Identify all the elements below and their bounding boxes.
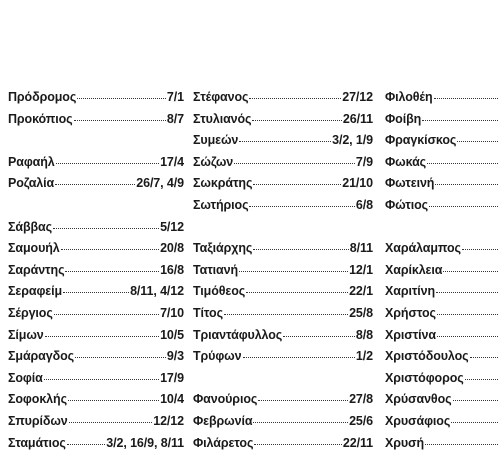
entry-date: 8/11 [349,241,373,256]
dot-leader [67,434,105,445]
dot-leader [65,261,159,272]
index-entry [385,198,498,218]
entry-name: Σοφοκλής [8,392,67,407]
entry-date: 21/10 [342,176,373,191]
entry-name: Χρήστος [385,306,436,320]
dot-leader [56,153,159,164]
dot-leader [224,304,348,315]
dot-leader [234,153,355,164]
entry-date: 20/8 [160,241,184,256]
index-entry [193,241,373,261]
entry-name: Σωκράτης [193,176,253,191]
dot-leader [436,282,498,293]
entry-name: Σαράντης [8,262,65,277]
dot-leader [249,88,341,99]
dot-leader [77,88,166,99]
entry-name: Τίτος [193,306,223,320]
dot-leader [54,304,159,315]
index-entry [193,306,373,326]
index-entry [193,263,373,283]
dot-leader [53,218,159,229]
index-entry [385,133,498,153]
index-entry [385,155,498,175]
index-entry [8,284,184,304]
index-entry [193,133,373,153]
dot-leader [437,304,498,315]
entry-name: Σάββας [8,219,53,234]
index-entry [385,284,498,304]
index-entry [385,328,498,348]
index-entry [385,263,498,283]
index-entry [8,241,184,261]
index-entry [8,220,184,240]
entry-date: 8/8 [355,327,373,342]
entry-name: Χρύσανθος [385,392,452,407]
entry-name: Τριαντάφυλλος [193,327,283,342]
entry-name: Σμάραγδος [8,349,75,364]
entry-name: Πρόδρομος [8,90,77,104]
dot-leader [69,412,153,423]
entry-date: 9/3 [166,349,184,364]
dot-leader [44,369,159,380]
dot-leader [451,412,498,423]
entry-date: 7/1 [166,90,184,104]
index-entry [385,349,498,369]
index-entry [385,436,498,456]
index-entry [193,349,373,369]
entry-name: Ταξιάρχης [193,241,253,256]
dot-leader [253,412,348,423]
dot-leader [243,347,355,358]
dot-leader [425,434,498,445]
dot-leader [434,88,498,99]
index-entry [385,414,498,434]
entry-date: 3/2, 16/9, 8/11 [106,435,184,450]
dot-leader [429,196,498,207]
entry-date: 6/8 [355,198,373,212]
entry-name: Χαριτίνη [385,284,436,299]
entry-name: Σαμουήλ [8,241,60,256]
index-entry [385,306,498,326]
dot-leader [252,110,341,121]
entry-name: Φανούριος [193,392,258,407]
index-entry [8,155,184,175]
entry-name: Φοίβη [385,111,422,126]
entry-name: Φεβρωνία [193,414,253,428]
dot-leader [254,434,342,445]
dot-leader [239,131,331,142]
entry-date: 22/11 [342,435,373,450]
dot-leader [249,196,354,207]
entry-date: 26/11 [342,111,373,126]
entry-name: Χαράλαμπος [385,241,461,256]
dot-leader [258,390,348,401]
entry-name: Σεραφείμ [8,284,63,299]
entry-name: Χρυσάφιος [385,414,451,428]
index-entry [8,392,184,412]
entry-date: 17/9 [160,370,184,385]
entry-name: Φραγκίσκος [385,133,457,148]
index-entry [385,112,498,132]
index-entry [8,414,184,434]
entry-name: Σώζων [193,154,234,169]
index-entry [193,328,373,348]
entry-name: Σοφία [8,370,43,385]
index-entry [8,112,184,132]
entry-name: Ραφαήλ [8,154,55,169]
dot-leader [462,239,498,250]
dot-leader [74,110,166,121]
index-entry [8,306,184,326]
dot-leader [45,326,159,337]
dot-leader [75,347,166,358]
entry-name: Σταμάτιος [8,435,66,450]
entry-name: Χρυσή [385,435,425,450]
entry-name: Ροζαλία [8,176,55,191]
index-entry [193,284,373,304]
entry-name: Τατιανή [193,262,239,277]
index-entry [193,414,373,434]
index-entry [8,263,184,283]
entry-date: 27/12 [342,90,373,104]
dot-leader [55,174,135,185]
entry-name: Σίμων [8,327,44,342]
index-entry [8,436,184,456]
entry-date: 12/1 [349,262,373,277]
dot-leader [470,347,498,358]
index-entry [193,90,373,110]
entry-name: Φωκάς [385,154,427,169]
entry-name: Φιλοθέη [385,90,433,104]
entry-date: 25/6 [349,414,373,428]
dot-leader [253,239,348,250]
entry-name: Στυλιανός [193,111,252,126]
index-entry [193,176,373,196]
entry-date: 17/4 [160,154,184,169]
entry-name: Σπυρίδων [8,414,68,428]
entry-date: 7/9 [355,154,373,169]
dot-leader [465,369,498,380]
entry-name: Φώτιος [385,198,429,212]
entry-date: 8/11, 4/12 [130,284,184,299]
index-entry [385,90,498,110]
index-entry [385,176,498,196]
index-entry [8,328,184,348]
entry-date: 10/4 [160,392,184,407]
dot-leader [422,110,498,121]
index-entry [193,392,373,412]
entry-date: 10/5 [160,327,184,342]
index-entry [193,198,373,218]
entry-name: Χριστόδουλος [385,349,469,364]
dot-leader [457,131,498,142]
dot-leader [68,390,159,401]
dot-leader [246,282,348,293]
index-entry [385,392,498,412]
index-entry [8,90,184,110]
entry-name: Φιλάρετος [193,435,254,450]
index-entry [385,371,498,391]
dot-leader [63,282,129,293]
dot-leader [61,239,159,250]
entry-date: 26/7, 4/9 [136,176,184,191]
index-entry [8,176,184,196]
entry-date: 27/8 [349,392,373,407]
entry-name: Χριστόφορος [385,370,464,385]
entry-name: Προκόπιος [8,111,73,126]
dot-leader [427,153,498,164]
entry-date: 25/8 [349,306,373,320]
dot-leader [283,326,355,337]
entry-name: Φωτεινή [385,176,435,191]
dot-leader [253,174,341,185]
entry-date: 16/8 [160,262,184,277]
entry-name: Χαρίκλεια [385,262,443,277]
entry-date: 5/12 [160,219,184,234]
dot-leader [239,261,348,272]
entry-date: 12/12 [153,414,184,428]
entry-date: 1/2 [355,349,373,364]
entry-date: 7/10 [160,306,184,320]
entry-name: Τιμόθεος [193,284,246,299]
dot-leader [453,390,498,401]
entry-name: Σωτήριος [193,198,249,212]
entry-date: 22/1 [349,284,373,299]
entry-name: Συμεών [193,133,239,148]
index-entry [8,371,184,391]
entry-name: Στέφανος [193,90,249,104]
dot-leader [443,261,498,272]
index-entry [8,349,184,369]
entry-name: Τρύφων [193,349,242,364]
entry-name: Σέργιος [8,306,53,320]
dot-leader [437,326,498,337]
index-entry [385,241,498,261]
index-entry [193,112,373,132]
entry-date: 8/7 [166,111,184,126]
entry-name: Χριστίνα [385,327,436,342]
dot-leader [435,174,498,185]
index-entry [193,436,373,456]
index-entry [193,155,373,175]
entry-date: 3/2, 1/9 [332,133,373,148]
